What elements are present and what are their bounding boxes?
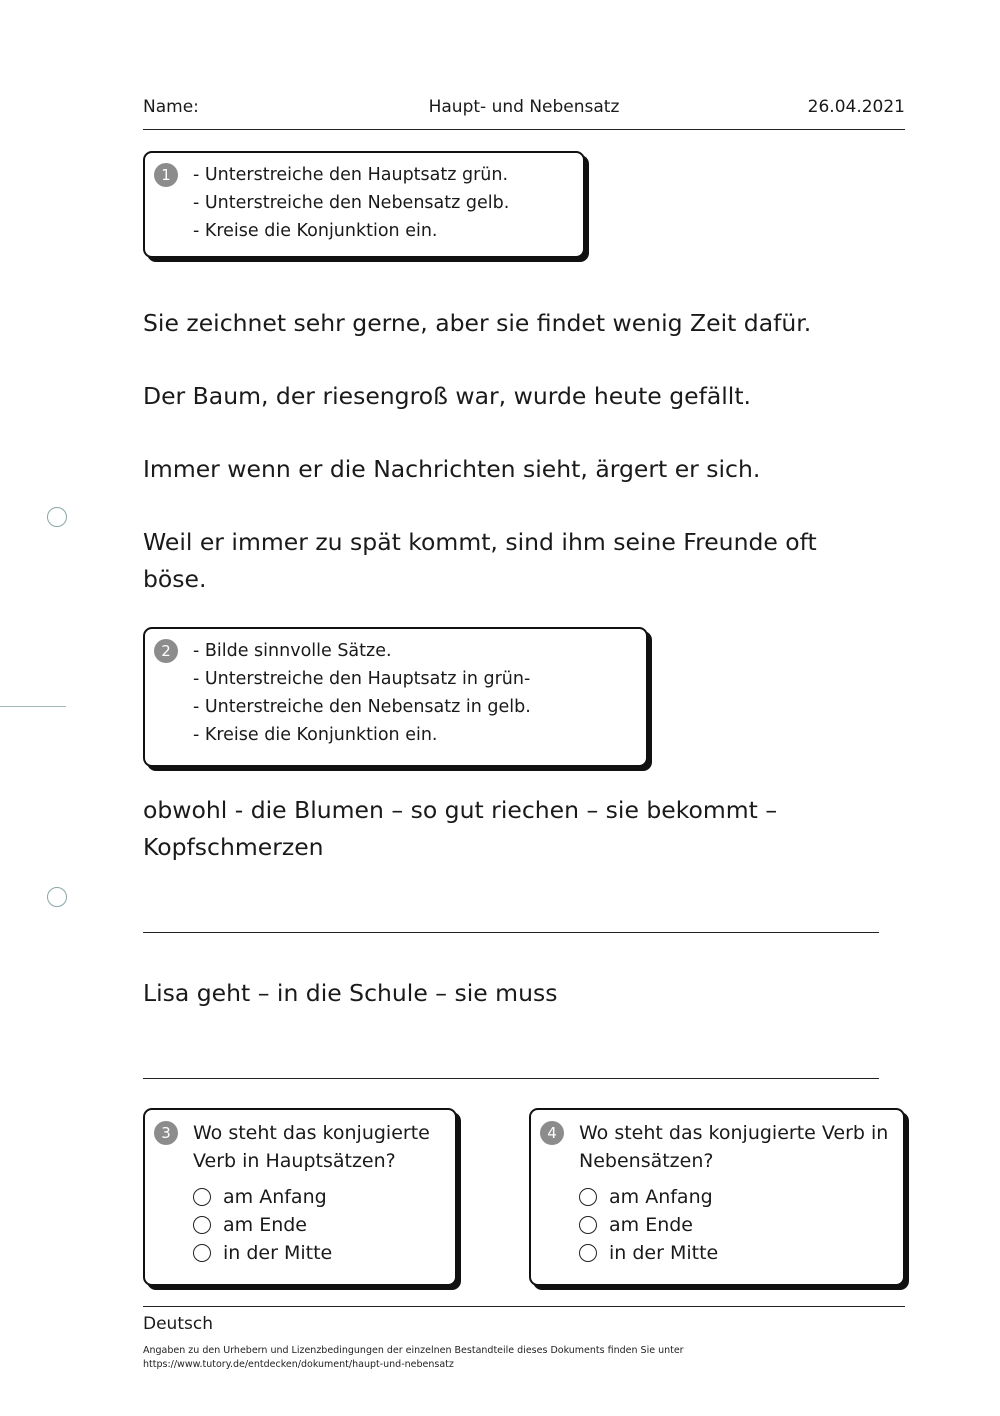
radio-circle-icon[interactable] [193,1244,211,1262]
task-3-option[interactable] [193,1239,332,1267]
worksheet-title: Haupt- und Nebensatz [428,97,620,117]
task-1-line: - Unterstreiche den Nebensatz gelb. [193,193,510,213]
task-1-line: - Unterstreiche den Hauptsatz grün. [193,165,509,185]
task-2-line: - Unterstreiche den Hauptsatz in grün- [193,669,531,689]
task-1-line: - Kreise die Konjunktion ein. [193,221,438,241]
task-3-option[interactable] [193,1183,332,1211]
task-2-instructions [193,637,531,749]
radio-circle-icon[interactable] [579,1188,597,1206]
name-label: Name: [143,97,199,117]
answer-line-1[interactable] [143,932,879,933]
task-2-line: - Unterstreiche den Nebensatz in gelb. [193,697,531,717]
task-3-box [143,1108,457,1286]
sentence-3: Immer wenn er die Nachrichten sieht, ärgert er sich. [143,455,761,483]
header-divider [143,129,905,130]
task-2-item-2: Lisa geht – in die Schule – sie muss [143,979,558,1007]
task-3-question: Wo steht das konjugierte Verb in Hauptsätzen? [193,1122,430,1172]
task-4-box [529,1108,905,1286]
task-3-options [193,1183,332,1267]
sentence-2: Der Baum, der riesengroß war, wurde heute gefällt. [143,382,752,410]
option-label: am Ende [223,1214,307,1236]
task-4-question: Wo steht das konjugierte Verb in Nebensätzen? [579,1122,889,1172]
task-2-item-1: obwohl - die Blumen – so gut riechen – sie bekommt – Kopfschmerzen [143,796,778,861]
radio-circle-icon[interactable] [193,1188,211,1206]
option-label: am Anfang [609,1186,713,1208]
footer-subject: Deutsch [143,1314,213,1334]
sentence-4: Weil er immer zu spät kommt, sind ihm seine Freunde oft böse. [143,528,817,593]
radio-circle-icon[interactable] [579,1216,597,1234]
punch-hole-mark-bottom [47,887,67,907]
option-label: in der Mitte [223,1242,333,1264]
sentence-1: Sie zeichnet sehr gerne, aber sie findet wenig Zeit dafür. [143,309,812,337]
option-label: am Anfang [223,1186,327,1208]
task-3-option[interactable] [193,1211,332,1239]
footer-divider [143,1306,905,1307]
task-4-number: 4 [540,1121,564,1145]
task-4-options [579,1183,718,1267]
radio-circle-icon[interactable] [579,1244,597,1262]
task-4-option[interactable] [579,1239,718,1267]
punch-hole-mark-top [47,507,67,527]
worksheet-date: 26.04.2021 [807,97,905,117]
task-3-number: 3 [154,1121,178,1145]
task-2-line: - Kreise die Konjunktion ein. [193,725,438,745]
footer-license-note [143,1344,684,1372]
task-2-number: 2 [154,639,178,663]
task-1-box [143,151,585,258]
fold-mark [0,706,66,707]
license-url: https://www.tutory.de/entdecken/dokument/haupt-und-nebensatz [143,1359,454,1370]
task-2-box [143,627,648,767]
answer-line-2[interactable] [143,1078,879,1079]
task-1-instructions [193,161,509,245]
option-label: in der Mitte [609,1242,719,1264]
task-2-line: - Bilde sinnvolle Sätze. [193,641,392,661]
option-label: am Ende [609,1214,693,1236]
license-text: Angaben zu den Urhebern und Lizenzbedingungen der einzelnen Bestandteile dieses Dokuments finden Sie unter [143,1345,684,1356]
task-4-option[interactable] [579,1183,718,1211]
radio-circle-icon[interactable] [193,1216,211,1234]
task-1-number: 1 [154,163,178,187]
task-4-option[interactable] [579,1211,718,1239]
